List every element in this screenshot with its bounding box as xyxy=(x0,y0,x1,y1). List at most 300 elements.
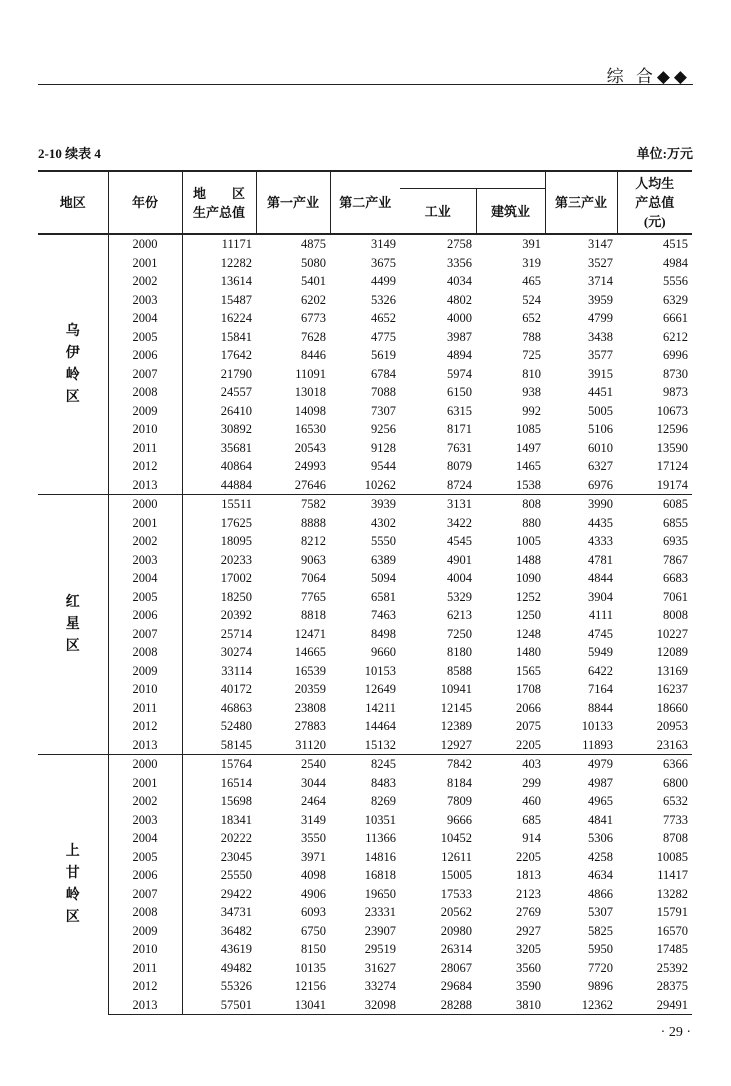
cell-year: 2009 xyxy=(108,662,182,681)
cell-secondary: 9660 xyxy=(371,645,396,659)
cell-year: 2004 xyxy=(108,569,182,588)
cell-per-capita: 12596 xyxy=(656,422,688,436)
page-number: · 29 · xyxy=(660,1025,691,1040)
cell-per-capita: 4515 xyxy=(617,234,692,254)
cell-gdp: 15764 xyxy=(182,755,256,774)
cell-gdp: 29422 xyxy=(220,886,252,901)
cell-per-capita: 13169 xyxy=(656,663,688,678)
cell-industry: 20562 xyxy=(440,905,472,919)
table-row xyxy=(38,588,692,607)
cell-industry: 7809 xyxy=(447,794,472,808)
cell-gdp: 17002 xyxy=(220,571,252,585)
cell-primary: 14098 xyxy=(294,403,326,418)
cell-year: 2005 xyxy=(108,848,182,867)
table-row xyxy=(38,903,692,922)
cell-construction: 914 xyxy=(522,831,541,845)
cell-primary: 3971 xyxy=(301,849,326,864)
cell-tertiary: 4451 xyxy=(588,385,613,399)
cell-tertiary: 5005 xyxy=(588,403,613,418)
cell-secondary: 15132 xyxy=(364,737,396,752)
header-per-capita-line2: 产总值 xyxy=(635,195,675,210)
cell-year: 2004 xyxy=(108,829,182,848)
table-row xyxy=(38,291,692,310)
cell-per-capita: 6366 xyxy=(617,755,692,774)
table-row xyxy=(38,606,692,625)
table-row xyxy=(38,736,692,755)
cell-tertiary: 4333 xyxy=(588,534,613,548)
table-row xyxy=(38,643,692,662)
table-row xyxy=(38,792,692,811)
cell-secondary: 3149 xyxy=(330,234,400,254)
cell-primary: 6202 xyxy=(301,292,326,307)
cell-per-capita: 6329 xyxy=(663,292,688,307)
cell-secondary: 7307 xyxy=(371,403,396,418)
cell-industry: 8184 xyxy=(447,775,472,790)
region-group xyxy=(38,234,692,495)
cell-construction: 1465 xyxy=(516,459,541,473)
cell-year: 2010 xyxy=(108,940,182,959)
cell-tertiary: 4111 xyxy=(588,608,613,622)
table-row xyxy=(38,811,692,830)
cell-primary: 4906 xyxy=(301,886,326,901)
cell-per-capita: 10673 xyxy=(656,403,688,418)
table-row xyxy=(38,569,692,588)
cell-primary: 13018 xyxy=(294,385,326,399)
cell-primary: 12156 xyxy=(294,979,326,993)
cell-primary: 31120 xyxy=(295,737,326,752)
cell-construction: 319 xyxy=(522,255,541,270)
cell-tertiary: 6422 xyxy=(588,663,613,678)
cell-secondary: 19650 xyxy=(364,886,396,901)
cell-gdp: 25714 xyxy=(220,626,252,641)
cell-per-capita: 16570 xyxy=(656,923,688,938)
cell-per-capita: 12089 xyxy=(656,645,688,659)
cell-gdp: 52480 xyxy=(220,719,252,733)
cell-tertiary: 5307 xyxy=(588,905,613,919)
cell-primary: 7628 xyxy=(301,329,326,344)
cell-year: 2008 xyxy=(108,903,182,922)
table-row xyxy=(38,234,692,254)
cell-year: 2013 xyxy=(108,476,182,495)
cell-gdp: 17642 xyxy=(220,348,252,362)
cell-year: 2009 xyxy=(108,402,182,421)
cell-year: 2007 xyxy=(108,625,182,644)
cell-tertiary: 4435 xyxy=(588,515,613,530)
cell-secondary: 10262 xyxy=(364,477,396,492)
cell-secondary: 8269 xyxy=(371,794,396,808)
cell-tertiary: 7164 xyxy=(588,682,613,696)
cell-secondary: 9256 xyxy=(371,422,396,436)
table-row xyxy=(38,495,692,514)
region-name: 乌伊岭区 xyxy=(65,323,80,405)
cell-construction: 788 xyxy=(522,329,541,344)
cell-secondary: 11366 xyxy=(365,831,396,845)
cell-year: 2011 xyxy=(108,699,182,718)
cell-year: 2003 xyxy=(108,811,182,830)
cell-secondary: 10351 xyxy=(364,812,396,827)
cell-primary: 4098 xyxy=(301,868,326,882)
cell-secondary: 7463 xyxy=(371,608,396,622)
cell-per-capita: 28375 xyxy=(656,979,688,993)
cell-gdp: 18250 xyxy=(220,589,252,604)
cell-construction: 403 xyxy=(476,755,545,774)
cell-year: 2006 xyxy=(108,606,182,625)
cell-gdp: 35681 xyxy=(220,440,252,455)
cell-tertiary: 6327 xyxy=(588,459,613,473)
cell-tertiary: 4965 xyxy=(588,794,613,808)
cell-year: 2002 xyxy=(108,272,182,291)
table-row xyxy=(38,439,692,458)
cell-secondary: 9544 xyxy=(371,459,396,473)
cell-secondary: 8498 xyxy=(371,626,396,641)
cell-gdp: 36482 xyxy=(220,923,252,938)
cell-gdp: 57501 xyxy=(182,996,256,1015)
cell-per-capita: 6683 xyxy=(663,571,688,585)
table-row xyxy=(38,977,692,996)
cell-gdp: 26410 xyxy=(220,403,252,418)
cell-gdp: 34731 xyxy=(220,905,252,919)
cell-tertiary: 4799 xyxy=(588,311,613,325)
cell-per-capita: 18660 xyxy=(656,700,688,715)
table-row xyxy=(38,866,692,885)
cell-tertiary: 5950 xyxy=(588,942,613,956)
cell-primary: 8150 xyxy=(301,942,326,956)
cell-industry: 9666 xyxy=(447,812,472,827)
table-row xyxy=(38,885,692,904)
cell-industry: 10452 xyxy=(440,831,472,845)
header-industry: 工业 xyxy=(400,189,476,235)
cell-year: 2000 xyxy=(108,495,182,514)
cell-gdp: 40864 xyxy=(220,459,252,473)
cell-construction: 460 xyxy=(522,794,541,808)
cell-gdp: 21790 xyxy=(220,366,252,381)
cell-tertiary: 3527 xyxy=(588,255,613,270)
cell-gdp: 20392 xyxy=(220,608,252,622)
table-row xyxy=(38,551,692,570)
cell-gdp: 25550 xyxy=(220,868,252,882)
cell-year: 2003 xyxy=(108,551,182,570)
cell-secondary: 5550 xyxy=(371,534,396,548)
cell-secondary: 5094 xyxy=(371,571,396,585)
cell-construction: 938 xyxy=(522,385,541,399)
cell-industry: 4034 xyxy=(447,274,472,288)
cell-per-capita: 7061 xyxy=(663,589,688,604)
cell-industry: 8180 xyxy=(447,645,472,659)
cell-industry: 7842 xyxy=(400,755,476,774)
cell-construction: 524 xyxy=(522,292,541,307)
cell-secondary: 12649 xyxy=(364,682,396,696)
cell-construction: 1090 xyxy=(516,571,541,585)
cell-primary: 10135 xyxy=(294,960,326,975)
cell-industry: 3422 xyxy=(447,515,472,530)
cell-construction: 2075 xyxy=(516,719,541,733)
cell-secondary: 7088 xyxy=(371,385,396,399)
header-rule xyxy=(38,84,693,85)
cell-per-capita: 4984 xyxy=(663,255,688,270)
cell-per-capita: 6855 xyxy=(663,515,688,530)
cell-primary: 16530 xyxy=(294,422,326,436)
cell-industry: 6315 xyxy=(447,403,472,418)
cell-gdp: 15487 xyxy=(220,292,252,307)
header-secondary-span xyxy=(400,171,545,189)
cell-primary: 2464 xyxy=(301,794,326,808)
header-tertiary: 第三产业 xyxy=(545,171,617,234)
cell-per-capita: 29491 xyxy=(617,996,692,1015)
region-name: 红星区 xyxy=(65,594,80,654)
cell-primary: 3149 xyxy=(301,812,326,827)
cell-tertiary: 3915 xyxy=(588,366,613,381)
cell-tertiary: 3959 xyxy=(588,292,613,307)
cell-tertiary: 11893 xyxy=(582,737,613,752)
cell-secondary: 14211 xyxy=(365,700,396,715)
cell-industry: 20980 xyxy=(440,923,472,938)
cell-gdp: 17625 xyxy=(220,515,252,530)
header-gdp-line1: 地 区 xyxy=(192,185,245,201)
cell-industry: 7250 xyxy=(447,626,472,641)
cell-gdp: 16224 xyxy=(220,311,252,325)
cell-primary: 4875 xyxy=(256,234,330,254)
table-row xyxy=(38,848,692,867)
region-name: 上甘岭区 xyxy=(65,843,80,925)
header-per-capita xyxy=(617,171,692,234)
cell-primary: 27646 xyxy=(294,477,326,492)
running-head: 综 合◆◆ xyxy=(606,67,691,86)
cell-industry: 8079 xyxy=(447,459,472,473)
cell-gdp: 16514 xyxy=(220,775,252,790)
cell-construction: 808 xyxy=(476,495,545,514)
cell-tertiary: 7720 xyxy=(588,960,613,975)
table-row xyxy=(38,328,692,347)
gdp-table xyxy=(38,170,692,1015)
cell-construction: 3590 xyxy=(516,979,541,993)
cell-secondary: 4775 xyxy=(371,329,396,344)
table-row xyxy=(38,829,692,848)
cell-industry: 8724 xyxy=(447,477,472,492)
cell-secondary: 23331 xyxy=(364,905,396,919)
cell-gdp: 46863 xyxy=(220,700,252,715)
cell-primary: 16539 xyxy=(294,663,326,678)
cell-gdp: 11171 xyxy=(182,234,256,254)
cell-secondary: 10153 xyxy=(364,663,396,678)
header-secondary: 第二产业 xyxy=(330,171,400,234)
cell-secondary: 16818 xyxy=(364,868,396,882)
cell-per-capita: 17485 xyxy=(656,942,688,956)
header-gdp-line2: 生产总值 xyxy=(192,204,245,220)
region-cell xyxy=(38,234,108,495)
cell-construction: 1480 xyxy=(516,645,541,659)
table-row xyxy=(38,922,692,941)
cell-construction: 2205 xyxy=(516,737,541,752)
cell-year: 2011 xyxy=(108,959,182,978)
cell-secondary: 4499 xyxy=(371,274,396,288)
cell-industry: 8588 xyxy=(447,663,472,678)
cell-tertiary: 5949 xyxy=(588,645,613,659)
cell-year: 2001 xyxy=(108,254,182,273)
cell-tertiary: 5825 xyxy=(588,923,613,938)
cell-year: 2001 xyxy=(108,774,182,793)
table-row xyxy=(38,699,692,718)
table-number: 2-10 续表 4 xyxy=(38,146,101,161)
cell-gdp: 30274 xyxy=(220,645,252,659)
cell-industry: 8171 xyxy=(447,422,472,436)
cell-industry: 6150 xyxy=(447,385,472,399)
cell-per-capita: 25392 xyxy=(656,960,688,975)
cell-industry: 4004 xyxy=(447,571,472,585)
cell-primary: 7765 xyxy=(301,589,326,604)
cell-secondary: 31627 xyxy=(364,960,396,975)
table-row xyxy=(38,996,692,1015)
cell-construction: 2205 xyxy=(516,849,541,864)
cell-per-capita: 13590 xyxy=(656,440,688,455)
cell-per-capita: 5556 xyxy=(663,274,688,288)
table-row xyxy=(38,420,692,439)
cell-per-capita: 6212 xyxy=(663,329,688,344)
cell-secondary: 14816 xyxy=(364,849,396,864)
cell-primary: 23808 xyxy=(294,700,326,715)
header-primary: 第一产业 xyxy=(256,171,330,234)
cell-industry: 3131 xyxy=(400,495,476,514)
cell-gdp: 44884 xyxy=(220,477,252,492)
cell-construction: 1813 xyxy=(516,868,541,882)
cell-year: 2010 xyxy=(108,420,182,439)
cell-industry: 10941 xyxy=(440,682,472,696)
cell-industry: 6213 xyxy=(447,608,472,622)
region-group xyxy=(38,755,692,1015)
cell-construction: 299 xyxy=(522,775,541,790)
cell-primary: 5401 xyxy=(301,274,326,288)
table-row xyxy=(38,662,692,681)
cell-secondary: 5619 xyxy=(371,348,396,362)
cell-per-capita: 11417 xyxy=(657,868,688,882)
cell-construction: 992 xyxy=(522,403,541,418)
cell-industry: 28288 xyxy=(400,996,476,1015)
cell-secondary: 4302 xyxy=(371,515,396,530)
cell-per-capita: 6935 xyxy=(663,534,688,548)
cell-year: 2012 xyxy=(108,457,182,476)
cell-construction: 810 xyxy=(522,366,541,381)
cell-industry: 4894 xyxy=(447,348,472,362)
cell-industry: 4000 xyxy=(447,311,472,325)
table-row xyxy=(38,959,692,978)
cell-tertiary: 4745 xyxy=(588,626,613,641)
cell-year: 2005 xyxy=(108,588,182,607)
cell-tertiary: 3577 xyxy=(588,348,613,362)
cell-primary: 8818 xyxy=(301,608,326,622)
unit-label: 单位:万元 xyxy=(636,146,693,161)
table-row xyxy=(38,680,692,699)
cell-construction: 1497 xyxy=(516,440,541,455)
cell-year: 2011 xyxy=(108,439,182,458)
cell-primary: 11091 xyxy=(295,366,326,381)
cell-tertiary: 4866 xyxy=(588,886,613,901)
cell-construction: 3205 xyxy=(516,942,541,956)
cell-construction: 1708 xyxy=(516,682,541,696)
cell-secondary: 3939 xyxy=(330,495,400,514)
cell-primary: 13041 xyxy=(256,996,330,1015)
cell-per-capita: 13282 xyxy=(656,886,688,901)
cell-primary: 27883 xyxy=(294,719,326,733)
cell-per-capita: 6996 xyxy=(663,348,688,362)
cell-per-capita: 8708 xyxy=(663,831,688,845)
cell-construction: 880 xyxy=(522,515,541,530)
cell-secondary: 9128 xyxy=(371,440,396,455)
cell-secondary: 8245 xyxy=(330,755,400,774)
cell-construction: 3810 xyxy=(476,996,545,1015)
cell-secondary: 6784 xyxy=(371,366,396,381)
table-row xyxy=(38,272,692,291)
cell-tertiary: 5306 xyxy=(588,831,613,845)
cell-gdp: 55326 xyxy=(220,979,252,993)
cell-year: 2003 xyxy=(108,291,182,310)
cell-gdp: 49482 xyxy=(220,960,252,975)
cell-tertiary: 4987 xyxy=(588,775,613,790)
cell-gdp: 24557 xyxy=(220,385,252,399)
cell-industry: 4545 xyxy=(447,534,472,548)
cell-year: 2008 xyxy=(108,643,182,662)
cell-secondary: 23907 xyxy=(364,923,396,938)
cell-tertiary: 3147 xyxy=(545,234,617,254)
cell-primary: 5080 xyxy=(301,255,326,270)
table-row xyxy=(38,457,692,476)
cell-year: 2000 xyxy=(108,755,182,774)
cell-primary: 7064 xyxy=(301,571,326,585)
cell-per-capita: 20953 xyxy=(656,719,688,733)
cell-industry: 12927 xyxy=(440,737,472,752)
table-row xyxy=(38,402,692,421)
cell-construction: 2769 xyxy=(516,905,541,919)
cell-gdp: 15841 xyxy=(220,329,252,344)
cell-industry: 3987 xyxy=(447,329,472,344)
cell-secondary: 6581 xyxy=(371,589,396,604)
cell-year: 2006 xyxy=(108,346,182,365)
header-per-capita-line3: (元) xyxy=(643,214,666,229)
cell-gdp: 18095 xyxy=(220,534,252,548)
cell-construction: 652 xyxy=(522,311,541,325)
cell-per-capita: 16237 xyxy=(656,682,688,696)
cell-industry: 7631 xyxy=(447,440,472,455)
cell-construction: 685 xyxy=(522,812,541,827)
cell-industry: 12389 xyxy=(440,719,472,733)
cell-industry: 5974 xyxy=(447,366,472,381)
cell-construction: 391 xyxy=(476,234,545,254)
cell-construction: 1252 xyxy=(516,589,541,604)
cell-primary: 14665 xyxy=(294,645,326,659)
header-gdp xyxy=(182,171,256,234)
cell-primary: 6773 xyxy=(301,311,326,325)
cell-gdp: 15511 xyxy=(182,495,256,514)
cell-industry: 4901 xyxy=(447,552,472,567)
cell-construction: 2066 xyxy=(516,700,541,715)
cell-year: 2002 xyxy=(108,532,182,551)
cell-industry: 29684 xyxy=(440,979,472,993)
cell-gdp: 20222 xyxy=(220,831,252,845)
header-construction: 建筑业 xyxy=(476,189,545,235)
cell-year: 2009 xyxy=(108,922,182,941)
cell-primary: 6750 xyxy=(301,923,326,938)
cell-primary: 6093 xyxy=(301,905,326,919)
cell-industry: 15005 xyxy=(440,868,472,882)
cell-gdp: 43619 xyxy=(220,942,252,956)
cell-year: 2007 xyxy=(108,365,182,384)
cell-primary: 7582 xyxy=(256,495,330,514)
cell-industry: 2758 xyxy=(400,234,476,254)
cell-per-capita: 9873 xyxy=(663,385,688,399)
cell-tertiary: 6010 xyxy=(588,440,613,455)
cell-per-capita: 6800 xyxy=(663,775,688,790)
cell-tertiary: 3904 xyxy=(588,589,613,604)
header-year: 年份 xyxy=(108,171,182,234)
cell-year: 2013 xyxy=(108,996,182,1015)
